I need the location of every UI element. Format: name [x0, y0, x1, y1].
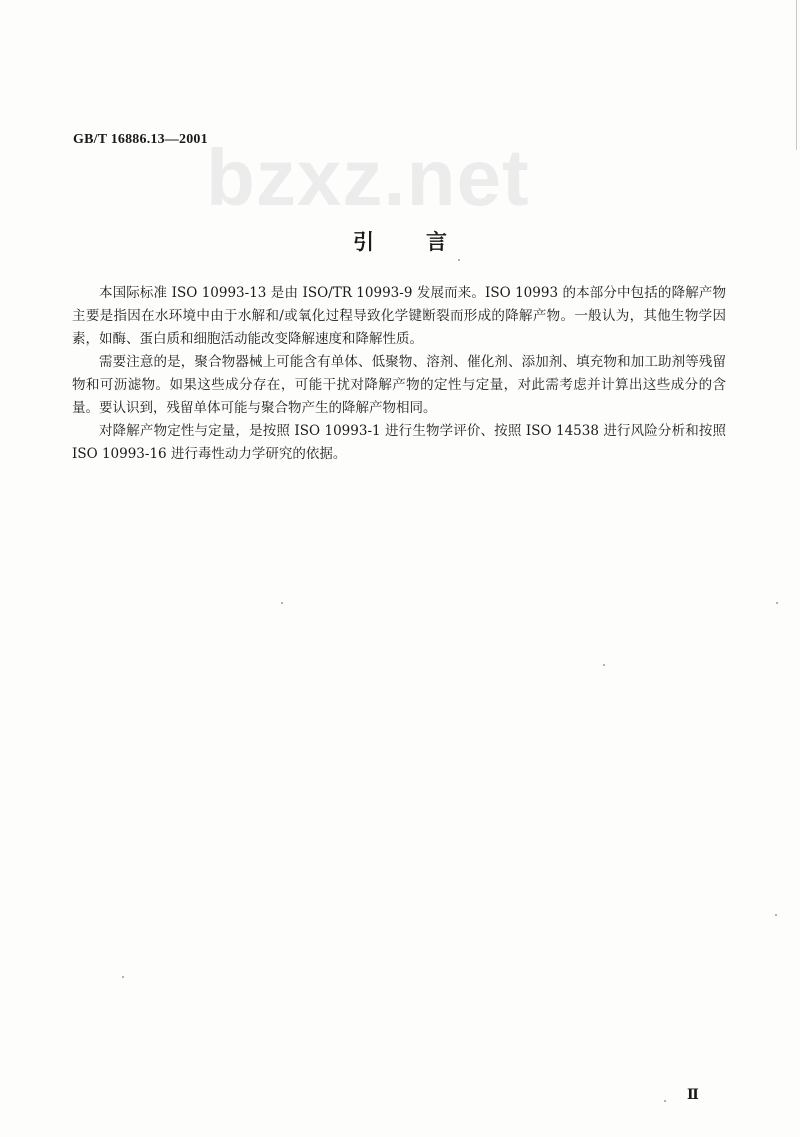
standard-code: GB/T 16886.13—2001 [73, 132, 208, 147]
paragraph: 需要注意的是，聚合物器械上可能含有单体、低聚物、溶剂、催化剂、添加剂、填充物和加工助剂等残留物和可沥滤物。如果这些成分存在，可能干扰对降解产物的定性与定量，对此需考虑并计算出这些成分的含量。要认识到，残留单体可能与聚合物产生的降解产物相同。 [72, 354, 726, 416]
body-text [72, 282, 726, 466]
scan-edge-line [796, 0, 797, 150]
scan-speck [122, 976, 124, 978]
scan-speck [603, 664, 605, 666]
scan-speck [458, 259, 460, 261]
scan-speck [776, 602, 778, 604]
section-title: 引言 [353, 230, 499, 254]
page-number: Ⅱ [687, 1088, 699, 1103]
scan-speck [775, 914, 777, 916]
scan-speck [281, 602, 283, 604]
paragraph: 对降解产物定性与定量，是按照 ISO 10993-1 进行生物学评价、按照 ISO 14538 进行风险分析和按照 ISO 10993-16 进行毒性动力学研究的依据。 [72, 423, 726, 462]
watermark: bzxz.net [206, 133, 530, 222]
paragraph: 本国际标准 ISO 10993-13 是由 ISO/TR 10993-9 发展而来。ISO 10993 的本部分中包括的降解产物主要是指因在水环境中由于水解和/或氧化过程导致化学键断裂而形成的降解产物。一般认为，其他生物学因素，如酶、蛋白质和细胞活动能改变降解速度和降解性质。 [72, 285, 726, 347]
scan-speck [664, 1100, 666, 1102]
